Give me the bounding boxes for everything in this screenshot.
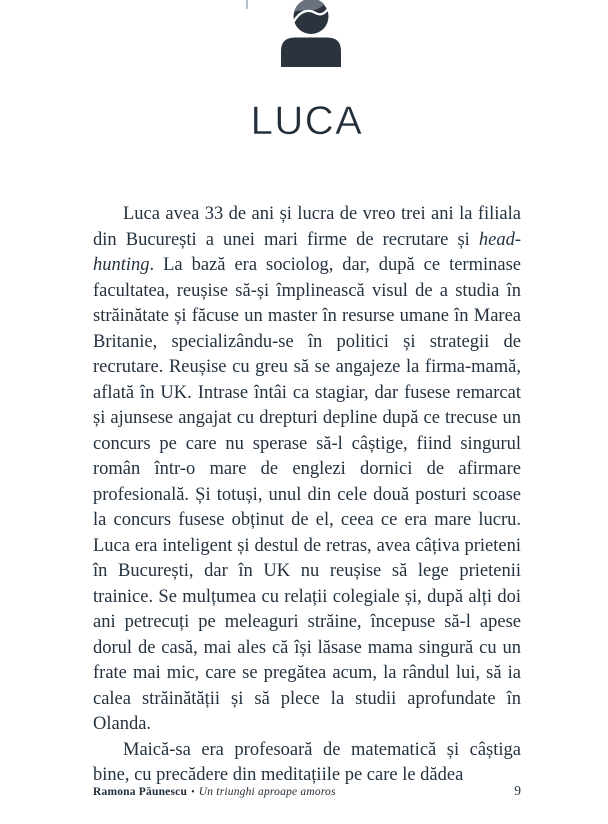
chapter-title: LUCA — [250, 99, 364, 143]
body-text — [93, 202, 521, 789]
text-run: . La bază era sociolog, dar, după ce terminase facultatea, reușise să-și împlinească visul de a studia în străinătate și făcuse un master în resurse umane în Marea Britanie, specializându-se în politici și strategii de recrutare. Reușise cu greu să se angajeze la firma-mamă, aflată în UK. Intrase întâi ca stagiar, dar fusese remarcat și ajunsese angajat cu drepturi depline după ce trecuse un concurs pe care nu sperase să-l câștige, fiind singurul român într-o mare de englezi dornici de afirmare profesională. Și totuși, unul din cele două posturi scoase la concurs fusese obținut de el, ceea ce era mare lucru. Luca era inteligent și destul de retras, avea câțiva prieteni în București, dar în UK nu reușise să lege prietenii trainice. Se mulțumea cu relații colegiale și, după alți doi ani petrecuți pe meleaguri străine, începuse să-l apese dorul de casă, mai ales că își lăsase mama singură cu un frate mai mic, care se pregătea acum, la rândul lui, să ia calea străinătății și să plece la studii aprofundate în Olanda. — [93, 255, 521, 734]
scan-artifact-mark — [246, 0, 248, 9]
book-title: Un triunghi aproape amoros — [198, 786, 336, 798]
page-footer — [93, 783, 521, 799]
text-run: Luca avea 33 de ani și lucra de vreo trei ani la filiala din București a unei mari firme de recrutare și — [93, 204, 521, 250]
separator-bullet: • — [191, 787, 195, 798]
running-head — [93, 786, 336, 798]
text-run: Maică-sa era profesoară de matematică și câștiga bine, cu precădere din meditațiile pe care le dădea — [93, 739, 521, 785]
author-name: Ramona Păunescu — [93, 786, 188, 798]
person-icon — [279, 0, 343, 67]
paragraph — [93, 738, 521, 789]
person-icon-svg — [279, 0, 343, 67]
paragraph — [93, 202, 521, 738]
italic-text-run: head-hunting — [93, 229, 521, 275]
page-number: 9 — [514, 783, 521, 798]
